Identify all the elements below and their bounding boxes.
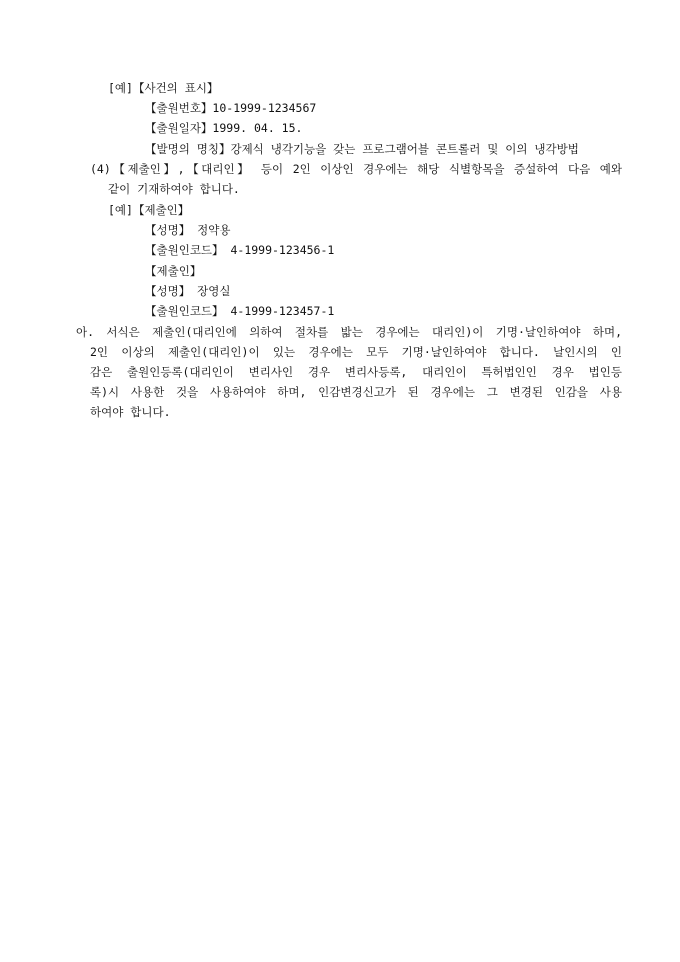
example-case-label: [예]【사건의 표시】 — [108, 81, 219, 95]
rule-a-text-line-2: 2인 이상의 제출인(대리인)이 있는 경우에는 모두 기명·날인하여야 합니다. 날인시의 인 — [90, 345, 622, 359]
submitter-2-code-line: 【출원인코드】 4-1999-123457-1 — [145, 304, 335, 318]
submitter-2-name-line: 【성명】 장영실 — [145, 284, 231, 298]
example-submitter-label: [예]【제출인】 — [108, 203, 190, 217]
application-number-line: 【출원번호】10-1999-1234567 — [145, 101, 317, 115]
rule-a-text-line-5: 하여야 합니다. — [90, 405, 171, 419]
rule-a-text-line-1: 아. 서식은 제출인(대리인에 의하여 절차를 밟는 경우에는 대리인)이 기명·날인하여야 하며, — [76, 325, 622, 339]
submitter-1-name-line: 【성명】 정약용 — [145, 223, 231, 237]
invention-title-line: 【발명의 명칭】강제식 냉각기능을 갖는 프로그램어블 콘트롤러 및 이의 냉각방법 — [145, 142, 579, 156]
submitter-1-code-line: 【출원인코드】 4-1999-123456-1 — [145, 243, 335, 257]
rule-a-text-line-4: 록)시 사용한 것을 사용하여야 하며, 인감변경신고가 된 경우에는 그 변경된 인감을 사용 — [90, 385, 622, 399]
rule-4-text-line-1: (4)【제출인】,【대리인】 등이 2인 이상인 경우에는 해당 식별항목을 증설하여 다음 예와 — [90, 162, 622, 176]
application-date-line: 【출원일자】1999. 04. 15. — [145, 121, 303, 135]
rule-4-text-line-2: 같이 기재하여야 합니다. — [108, 182, 240, 196]
submitter-2-label: 【제출인】 — [145, 264, 202, 278]
rule-a-text-line-3: 감은 출원인등록(대리인이 변리사인 경우 변리사등록, 대리인이 특허법인인 경우 법인등 — [90, 365, 622, 379]
